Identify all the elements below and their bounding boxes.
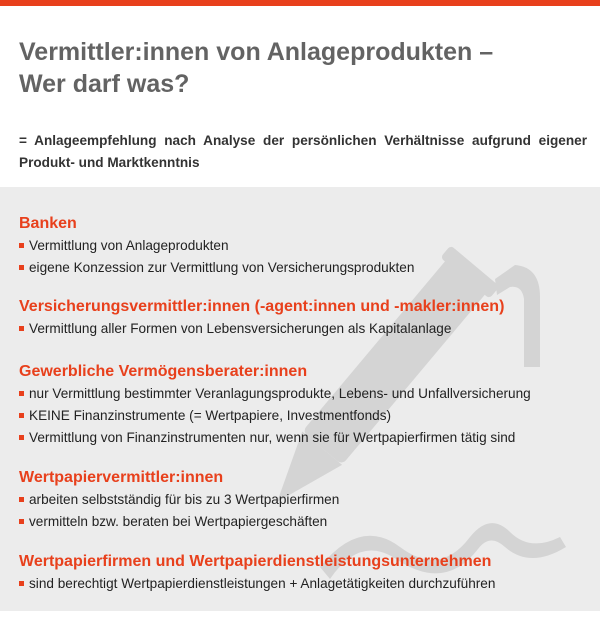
square-bullet-icon: [19, 435, 24, 440]
section-versicherungsvermittler: [19, 296, 589, 340]
section-vermoegensberater: [19, 361, 589, 449]
section-heading: Banken: [19, 215, 77, 232]
square-bullet-icon: [19, 519, 24, 524]
bullet-list: [19, 573, 589, 595]
section-heading: Gewerbliche Vermögensberater:innen: [19, 363, 308, 380]
list-item-text: eigene Konzession zur Vermittlung von Versicherungsprodukten: [29, 260, 415, 275]
square-bullet-icon: [19, 581, 24, 586]
list-item: [19, 573, 589, 595]
section-heading: Versicherungsvermittler:innen (-agent:innen und -makler:innen): [19, 298, 505, 315]
section-heading: Wertpapierfirmen und Wertpapierdienstleistungsunternehmen: [19, 553, 492, 570]
square-bullet-icon: [19, 497, 24, 502]
list-item: [19, 511, 589, 533]
list-item: [19, 427, 589, 449]
bullet-list: [19, 489, 589, 533]
list-item-text: Vermittlung aller Formen von Lebensversicherungen als Kapitalanlage: [29, 321, 452, 336]
list-item-text: sind berechtigt Wertpapierdienstleistungen + Anlagetätigkeiten durchzuführen: [29, 576, 496, 591]
bullet-list: [19, 318, 589, 340]
list-item-text: arbeiten selbstständig für bis zu 3 Wertpapierfirmen: [29, 492, 340, 507]
section-wertpapiervermittler: [19, 467, 589, 533]
bullet-list: [19, 383, 589, 449]
bullet-list: [19, 235, 589, 279]
top-accent-bar: [0, 0, 600, 6]
page-title: [19, 36, 579, 100]
square-bullet-icon: [19, 243, 24, 248]
list-item: [19, 489, 589, 511]
list-item: [19, 383, 589, 405]
section-heading: Wertpapiervermittler:innen: [19, 469, 224, 486]
list-item-text: Vermittlung von Anlageprodukten: [29, 238, 229, 253]
square-bullet-icon: [19, 326, 24, 331]
square-bullet-icon: [19, 413, 24, 418]
list-item-text: Vermittlung von Finanzinstrumenten nur, wenn sie für Wertpapierfirmen tätig sind: [29, 430, 516, 445]
content-panel: [0, 187, 600, 611]
list-item-text: nur Vermittlung bestimmter Veranlagungsprodukte, Lebens- und Unfallversicherung: [29, 386, 531, 401]
list-item: [19, 405, 589, 427]
list-item: [19, 318, 589, 340]
page-title-line-1: Vermittler:innen von Anlageprodukten –: [19, 38, 494, 66]
list-item: [19, 257, 589, 279]
square-bullet-icon: [19, 265, 24, 270]
section-banken: [19, 213, 589, 279]
square-bullet-icon: [19, 391, 24, 396]
section-wertpapierfirmen: [19, 551, 589, 595]
definition-text: = Anlageempfehlung nach Analyse der persönlichen Verhältnisse aufgrund eigener Produkt- und Marktkenntnis: [19, 133, 587, 170]
list-item: [19, 235, 589, 257]
list-item-text: KEINE Finanzinstrumente (= Wertpapiere, Investmentfonds): [29, 408, 392, 423]
list-item-text: vermitteln bzw. beraten bei Wertpapiergeschäften: [29, 514, 328, 529]
page-title-line-2: Wer darf was?: [19, 70, 190, 98]
